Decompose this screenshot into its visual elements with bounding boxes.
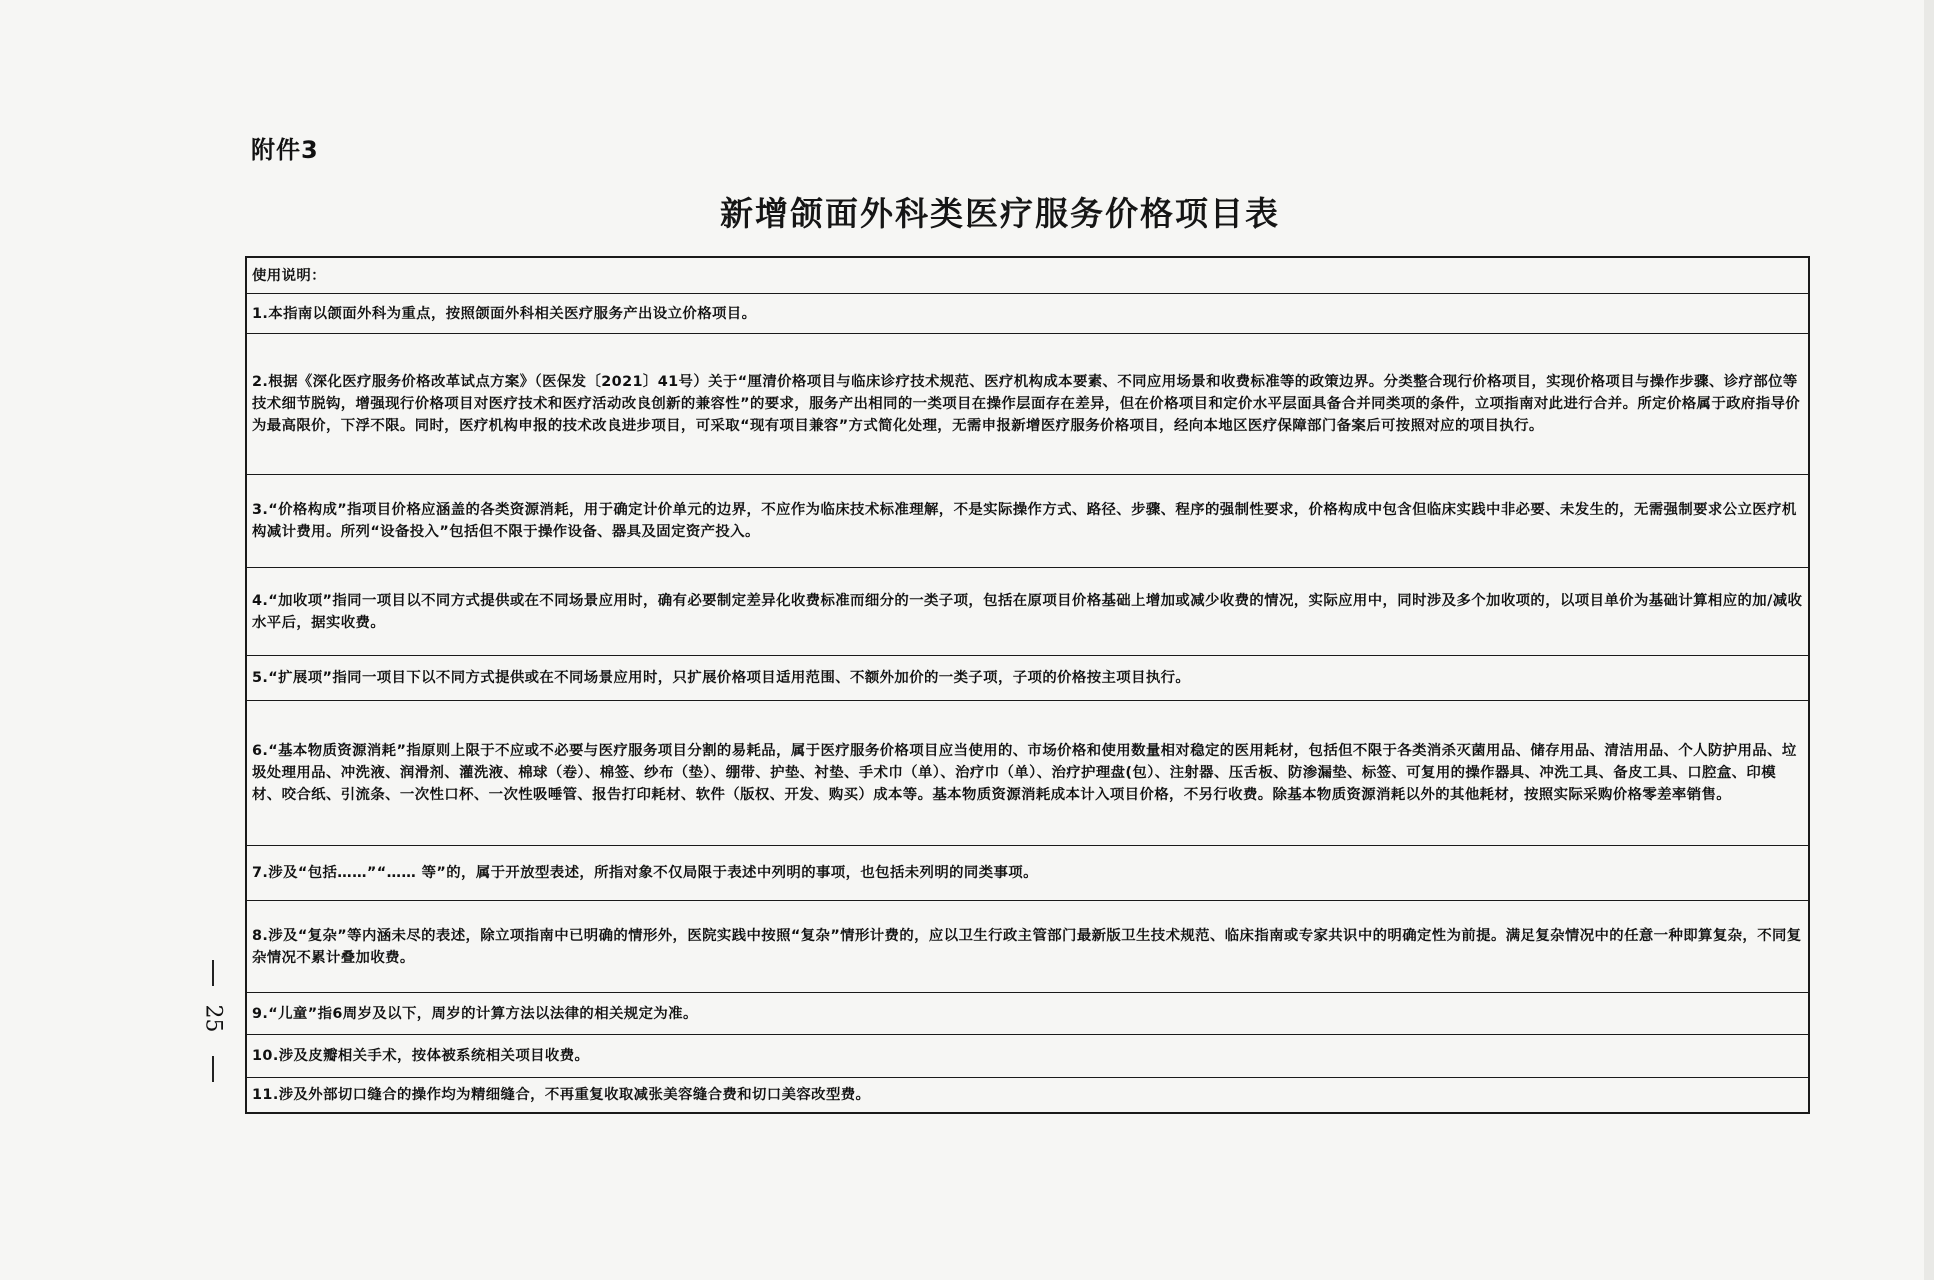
document-title: 新增颌面外科类医疗服务价格项目表 (720, 194, 1280, 233)
note-text: 9.“儿童”指6周岁及以下，周岁的计算方法以法律的相关规定为准。 (252, 1005, 698, 1022)
note-row (247, 701, 1808, 846)
note-text: 11.涉及外部切口缝合的操作均为精细缝合，不再重复收取减张美容缝合费和切口美容改型费。 (252, 1087, 871, 1103)
note-text: 4.“加收项”指同一项目以不同方式提供或在不同场景应用时，确有必要制定差异化收费标准而细分的一类子项，包括在原项目价格基础上增加或减少收费的情况，实际应用中，同时涉及多个加收项的，以项目单价为基础计算相应的加/减收水平后，据实收费。 (252, 592, 1803, 631)
page-number-dash (212, 1056, 214, 1082)
note-text: 8.涉及“复杂”等内涵未尽的表述，除立项指南中已明确的情形外，医院实践中按照“复杂”情形计费的，应以卫生行政主管部门最新版卫生技术规范、临床指南或专家共识中的明确定性为前提。满足复杂情况中的任意一种即算复杂，不同复杂情况不累计叠加收费。 (252, 927, 1802, 966)
note-row (247, 334, 1808, 475)
note-row (247, 568, 1808, 656)
note-text: 1.本指南以颌面外科为重点，按照颌面外科相关医疗服务产出设立价格项目。 (252, 305, 757, 322)
note-text: 2.根据《深化医疗服务价格改革试点方案》（医保发〔2021〕41号）关于“厘清价格项目与临床诊疗技术规范、医疗机构成本要素、不同应用场景和收费标准等的政策边界。分类整合现行价格项目，实现价格项目与操作步骤、诊疗部位等技术细节脱钩，增强现行价格项目对医疗技术和医疗活动改良创新的兼容性”的要求，服务产出相同的一类项目在操作层面存在差异，但在价格项目和定价水平层面具备合并同类项的条件，立项指南对此进行合并。所定价格属于政府指导价为最高限价，下浮不限。同时，医疗机构申报的技术改良进步项目，可采取“现有项目兼容”方式简化处理，无需申报新增医疗服务价格项目，经向本地区医疗保障部门备案后可按照对应的项目执行。 (252, 374, 1801, 434)
page-number-block (200, 960, 226, 1082)
attachment-label: 附件3 (251, 136, 319, 164)
note-row (247, 993, 1808, 1035)
note-text: 10.涉及皮瓣相关手术，按体被系统相关项目收费。 (252, 1048, 590, 1064)
note-text: 7.涉及“包括……”“…… 等”的，属于开放型表述，所指对象不仅局限于表述中列明的事项，也包括未列明的同类事项。 (252, 865, 1038, 881)
note-row (247, 1078, 1808, 1112)
note-row (247, 901, 1808, 993)
note-row (247, 1035, 1808, 1078)
note-text: 6.“基本物质资源消耗”指原则上限于不应或不必要与医疗服务项目分割的易耗品，属于医疗服务价格项目应当使用的、市场价格和使用数量相对稳定的医用耗材，包括但不限于各类消杀灭菌用品、储存用品、清洁用品、个人防护用品、垃圾处理用品、冲洗液、润滑剂、灌洗液、棉球（卷）、棉签、纱布（垫）、绷带、护垫、衬垫、手术巾（单）、治疗巾（单）、治疗护理盘(包）、注射器、压舌板、防渗漏垫、标签、可复用的操作器具、冲洗工具、备皮工具、口腔盒、印模材、咬合纸、引流条、一次性口杯、一次性吸唾管、报告打印耗材、软件（版权、开发、购买）成本等。基本物质资源消耗成本计入项目价格，不另行收费。除基本物质资源消耗以外的其他耗材，按照实际采购价格零差率销售。 (252, 743, 1797, 803)
notes-header: 使用说明： (252, 267, 326, 284)
note-row (247, 294, 1808, 334)
note-row (247, 475, 1808, 568)
note-text: 3.“价格构成”指项目价格应涵盖的各类资源消耗，用于确定计价单元的边界，不应作为临床技术标准理解，不是实际操作方式、路径、步骤、程序的强制性要求，价格构成中包含但临床实践中非必要、未发生的，无需强制要求公立医疗机构减计费用。所列“设备投入”包括但不限于操作设备、器具及固定资产投入。 (252, 502, 1797, 540)
page-number: 25 (200, 1004, 226, 1033)
note-text: 5.“扩展项”指同一项目下以不同方式提供或在不同场景应用时，只扩展价格项目适用范围、不额外加价的一类子项，子项的价格按主项目执行。 (252, 670, 1191, 686)
page-number-dash (212, 960, 214, 986)
note-row (247, 846, 1808, 901)
note-row (247, 656, 1808, 701)
notes-header-row (247, 258, 1808, 294)
scan-page-edge (1924, 0, 1934, 1280)
usage-notes-table (245, 256, 1810, 1114)
